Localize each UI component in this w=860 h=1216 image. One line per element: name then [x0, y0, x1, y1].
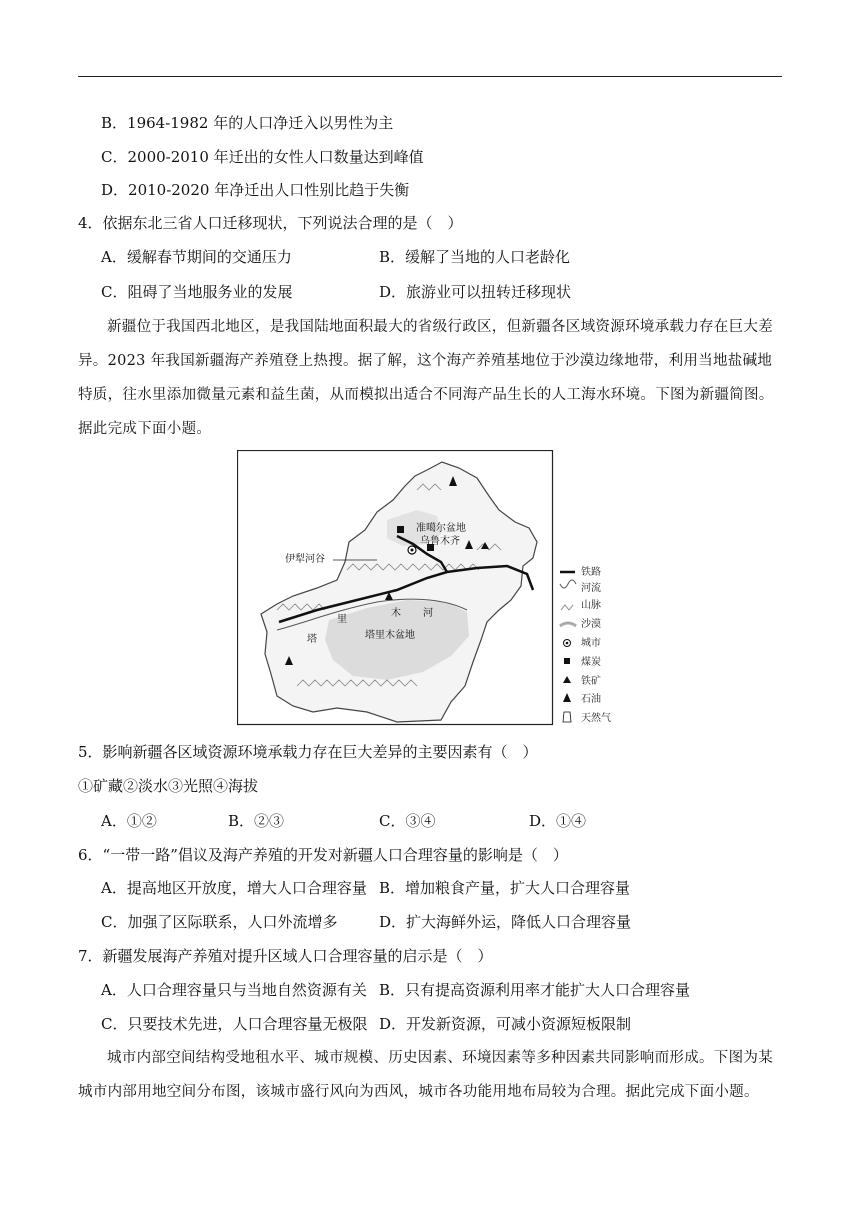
- legend-oil-symbol: [563, 693, 571, 702]
- q7-stem: 7．新疆发展海产养殖对提升区域人口合理容量的启示是（ ）: [78, 947, 493, 965]
- legend-mountain: 山脉: [581, 600, 601, 611]
- q6-option-b[interactable]: B．增加粮食产量，扩大人口合理容量: [379, 879, 631, 897]
- label-urumqi: 乌鲁木齐: [420, 536, 460, 547]
- passage-city-structure: 城市内部空间结构受地租水平、城市规模、历史因素、环境因素等多种因素共同影响而形成。下图为某城市内部用地空间分布图，该城市盛行风向为西风，城市各功能用地布局较为合理。据此完成下面小题。: [78, 1050, 773, 1100]
- legend-mountain-symbol: [561, 605, 573, 610]
- label-yili: 伊犁河谷: [285, 554, 325, 565]
- q6-stem: 6．“一带一路”倡议及海产养殖的开发对新疆人口合理容量的影响是（ ）: [78, 846, 568, 864]
- q5-option-a[interactable]: A．①②: [101, 812, 157, 830]
- label-li: 里: [337, 614, 347, 625]
- legend-river-symbol: [560, 580, 576, 588]
- q7-option-d[interactable]: D．开发新资源，可减小资源短板限制: [379, 1015, 632, 1033]
- legend-iron: 铁矿: [581, 676, 601, 687]
- q3-option-c[interactable]: C．2000-2010 年迁出的女性人口数量达到峰值: [101, 148, 424, 166]
- label-he: 河: [423, 608, 433, 619]
- legend-river: 河流: [581, 583, 601, 594]
- label-tarim-basin: 塔里木盆地: [365, 630, 415, 641]
- q5-stem: 5．影响新疆各区域资源环境承载力存在巨大差异的主要因素有（ ）: [78, 743, 538, 761]
- legend-coal: 煤炭: [581, 657, 601, 668]
- label-mu: 木: [391, 608, 401, 619]
- q6-option-d[interactable]: D．扩大海鲜外运，降低人口合理容量: [379, 913, 632, 931]
- q4-option-d[interactable]: D．旅游业可以扭转迁移现状: [379, 283, 572, 301]
- legend-iron-symbol: [563, 676, 571, 683]
- q4-option-a[interactable]: A．缓解春节期间的交通压力: [101, 248, 292, 266]
- q5-option-d[interactable]: D．①④: [529, 812, 587, 830]
- q4-stem: 4．依据东北三省人口迁移现状，下列说法合理的是（ ）: [78, 214, 463, 232]
- xinjiang-map: [237, 450, 637, 726]
- legend-oil: 石油: [581, 694, 601, 705]
- legend-city: 城市: [581, 638, 601, 649]
- label-junggar: 准噶尔盆地: [416, 523, 466, 534]
- q6-option-c[interactable]: C．加强了区际联系，人口外流增多: [101, 913, 338, 931]
- q3-option-b[interactable]: B．1964-1982 年的人口净迁入以男性为主: [101, 114, 394, 132]
- q3-option-d[interactable]: D．2010-2020 年净迁出人口性别比趋于失衡: [101, 181, 410, 199]
- label-ta: 塔: [307, 634, 317, 645]
- q5-choices: ①矿藏②淡水③光照④海拔: [78, 777, 259, 795]
- legend-desert-symbol: [560, 623, 576, 626]
- q4-option-c[interactable]: C．阻碍了当地服务业的发展: [101, 283, 293, 301]
- legend-railway: 铁路: [581, 567, 601, 578]
- legend-desert: 沙漠: [581, 619, 601, 630]
- q7-option-b[interactable]: B．只有提高资源利用率才能扩大人口合理容量: [379, 981, 691, 999]
- coal-symbol-1: [397, 526, 404, 533]
- q5-option-b[interactable]: B．②③: [228, 812, 285, 830]
- passage-xinjiang: 新疆位于我国西北地区，是我国陆地面积最大的省级行政区，但新疆各区域资源环境承载力存在巨大差异。2023 年我国新疆海产养殖登上热搜。据了解，这个海产养殖基地位于沙漠边缘地带，利用当地盐碱地特质，往水里添加微量元素和益生菌，从而模拟出适合不同海产品生长的人工海水环境。下图为新疆简图。据此完成下面小题。: [78, 319, 774, 437]
- legend-gas: 天然气: [581, 713, 611, 724]
- legend-coal-symbol: [564, 658, 570, 664]
- q4-option-b[interactable]: B．缓解了当地的人口老龄化: [379, 248, 571, 266]
- map-legend: [560, 565, 611, 724]
- legend-gas-symbol: [563, 712, 571, 722]
- q7-option-c[interactable]: C．只要技术先进，人口合理容量无极限: [101, 1015, 368, 1033]
- q7-option-a[interactable]: A．人口合理容量只与当地自然资源有关: [101, 981, 367, 999]
- header-rule: [78, 76, 782, 77]
- q6-option-a[interactable]: A．提高地区开放度，增大人口合理容量: [101, 879, 367, 897]
- q5-option-c[interactable]: C．③④: [379, 812, 436, 830]
